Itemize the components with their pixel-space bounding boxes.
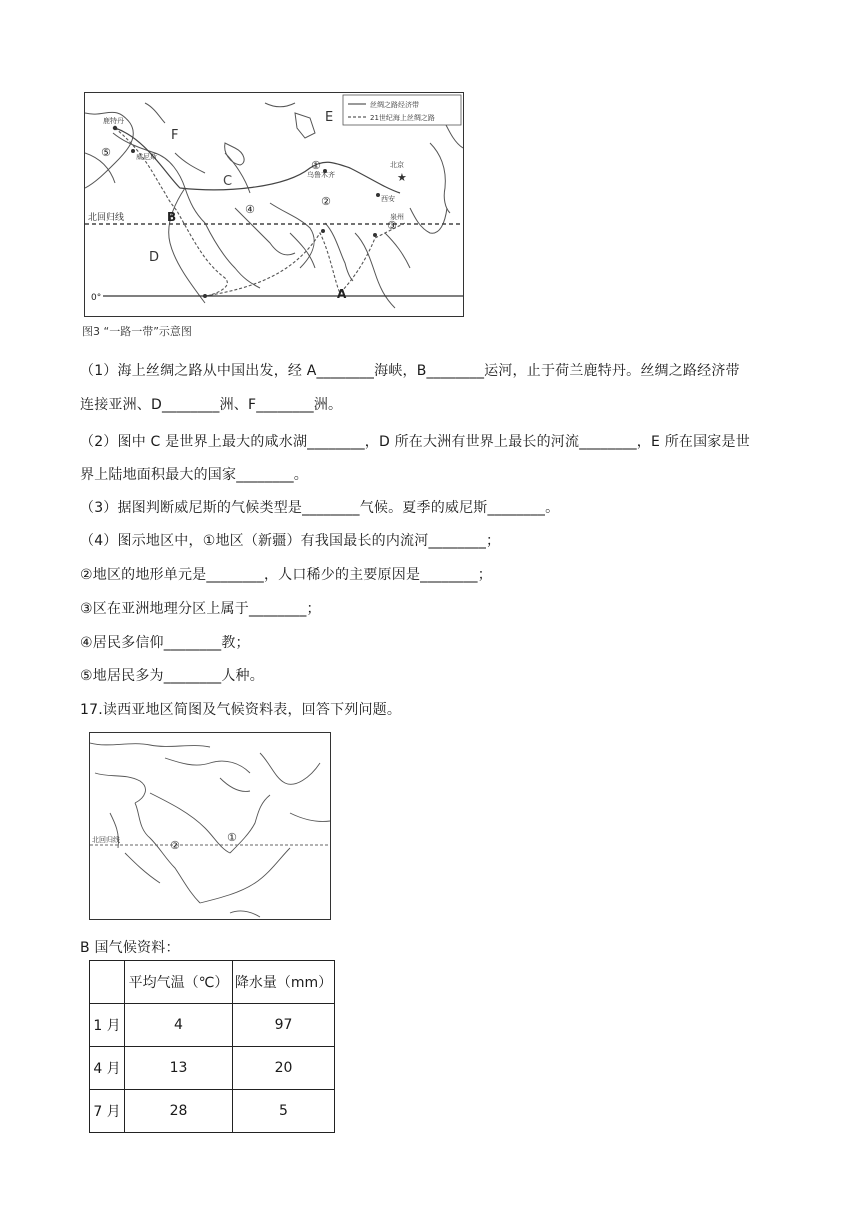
table-row [90,1004,335,1047]
table-caption: B 国气候资料： [80,940,180,956]
city-urumqi: 乌鲁木齐 [307,171,335,179]
month-cell: 7 月 [90,1090,125,1133]
letter-b: B [167,210,177,224]
beijing-star-icon: ★ [397,171,407,184]
letter-f: F [171,128,179,143]
q16-line-6: （4）图示地区中，①地区（新疆）有我国最长的内流河________； [80,533,501,549]
letter-e: E [325,110,334,125]
temp-cell: 28 [125,1090,233,1133]
tropic-label: 北回归线 [88,213,125,223]
q16-line-9: ④居民多信仰________教； [80,635,250,651]
equator-label: 0° [91,293,102,303]
city-beijing: 北京 [390,161,404,169]
header-cell: 平均气温（℃） [125,961,233,1004]
precip-cell: 5 [233,1090,335,1133]
map2-region-2: ② [170,839,180,852]
q16-line-8: ③区在亚洲地理分区上属于________； [80,601,321,617]
month-cell: 1 月 [90,1004,125,1047]
letter-c: C [223,174,233,189]
table-header-row [90,961,335,1004]
city-venice: 威尼斯 [136,153,157,161]
legend-land-route: 丝绸之路经济带 [370,101,419,109]
city-xian: 西安 [381,195,395,203]
q16-line-4: 界上陆地面积最大的国家________。 [80,467,308,483]
q17-title: 17.读西亚地区简图及气候资料表，回答下列问题。 [80,702,402,718]
temp-cell: 13 [125,1047,233,1090]
q16-line-5: （3）据图判断威尼斯的气候类型是________气候。夏季的威尼斯________。 [80,500,560,516]
table-row [90,1090,335,1133]
region-3: ③ [387,219,397,232]
header-cell: 降水量（mm） [233,961,335,1004]
q16-line-3: （2）图中 C 是世界上最大的咸水湖________，D 所在大洲有世界上最长的河流________，E 所在国家是世 [80,434,750,450]
region-2: ② [321,195,331,208]
belt-and-road-map [84,92,464,317]
region-5: ⑤ [101,146,111,159]
map-legend [343,95,461,125]
precip-cell: 20 [233,1047,335,1090]
q16-line-1: （1）海上丝绸之路从中国出发，经 A________海峡，B________运河，止于荷兰鹿特丹。丝绸之路经济带 [80,363,740,379]
precip-cell: 97 [233,1004,335,1047]
belt-and-road-map-svg [85,93,463,316]
map-caption: 图3 “一路一带”示意图 [82,325,192,338]
climate-table [89,960,335,1133]
q16-line-2: 连接亚洲、D________洲、F________洲。 [80,397,343,413]
map2-region-1: ① [227,831,237,844]
region-1: ① [311,159,321,172]
q16-line-10: ⑤地居民多为________人种。 [80,668,264,684]
city-quanzhou: 泉州 [390,213,404,221]
west-asia-map [89,732,331,920]
q16-line-7: ②地区的地形单元是________，人口稀少的主要原因是________； [80,567,492,583]
table-row [90,1047,335,1090]
legend-sea-route: 21世纪海上丝绸之路 [370,114,435,122]
letter-a: A [337,287,347,301]
month-cell: 4 月 [90,1047,125,1090]
map2-tropic-label: 北回归线 [92,836,120,844]
temp-cell: 4 [125,1004,233,1047]
letter-d: D [149,250,160,265]
city-rotterdam: 鹿特丹 [103,117,124,125]
region-4: ④ [245,203,255,216]
west-asia-map-svg [90,733,330,919]
header-cell [90,961,125,1004]
